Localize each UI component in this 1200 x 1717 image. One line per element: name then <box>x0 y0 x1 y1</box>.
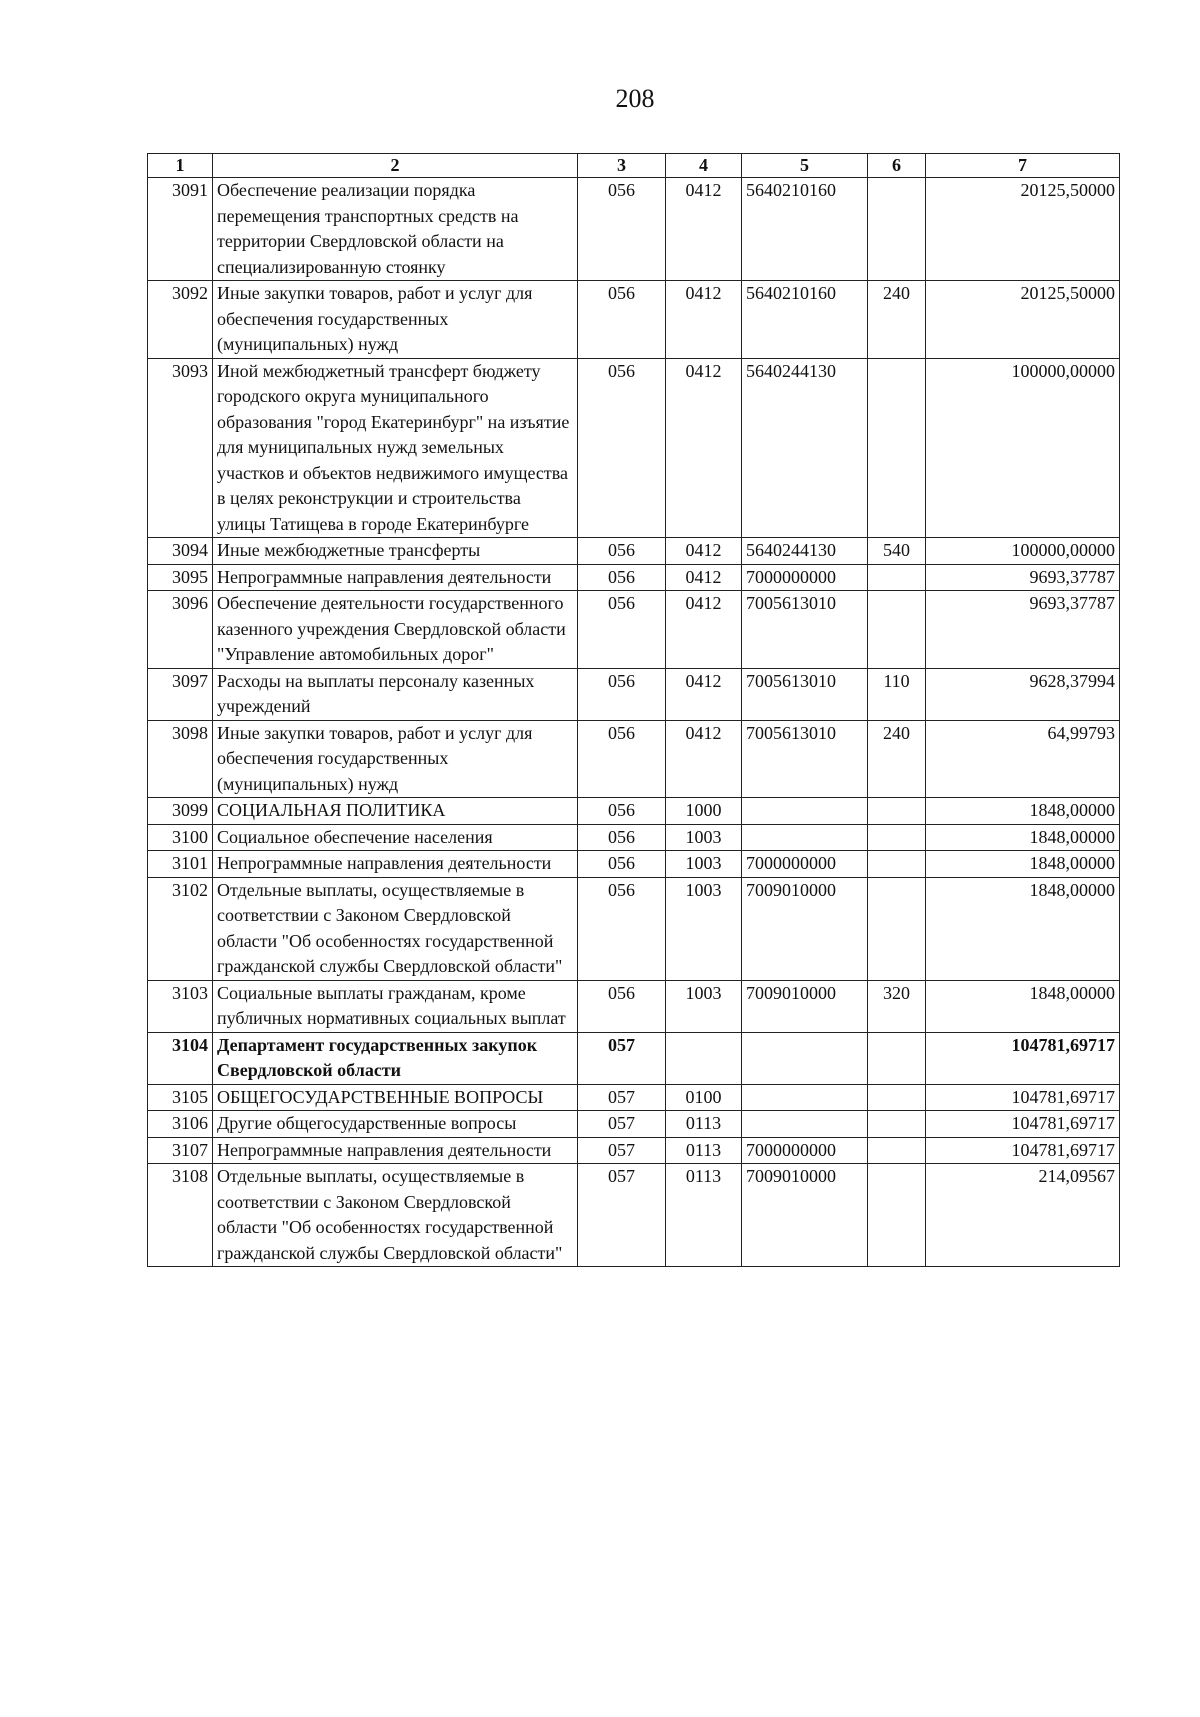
amount-cell: 1848,00000 <box>926 851 1120 878</box>
row-number-cell: 3093 <box>148 358 213 538</box>
expense-type-code-cell <box>868 1164 926 1267</box>
column-header: 7 <box>926 154 1120 178</box>
department-code-cell: 056 <box>578 798 666 825</box>
section-code-cell: 1003 <box>666 824 742 851</box>
budget-table <box>147 153 1120 1267</box>
amount-cell: 9693,37787 <box>926 591 1120 669</box>
department-code-cell: 056 <box>578 564 666 591</box>
header-row <box>148 154 1120 178</box>
item-name-cell: Непрограммные направления деятельности <box>213 564 578 591</box>
row-number-cell: 3102 <box>148 877 213 980</box>
table-row <box>148 798 1120 825</box>
table-row <box>148 980 1120 1032</box>
table-body <box>148 178 1120 1267</box>
target-item-code-cell <box>742 1111 868 1138</box>
expense-type-code-cell <box>868 1137 926 1164</box>
amount-cell: 104781,69717 <box>926 1111 1120 1138</box>
target-item-code-cell: 7000000000 <box>742 1137 868 1164</box>
department-code-cell: 057 <box>578 1164 666 1267</box>
expense-type-code-cell: 320 <box>868 980 926 1032</box>
department-code-cell: 056 <box>578 668 666 720</box>
amount-cell: 1848,00000 <box>926 877 1120 980</box>
item-name-cell: Расходы на выплаты персоналу казенных учреждений <box>213 668 578 720</box>
target-item-code-cell: 7005613010 <box>742 668 868 720</box>
item-name-cell: Иной межбюджетный трансферт бюджету городского округа муниципального образования "город Екатеринбург" на изъятие для муниципальных нужд земельных участков и объектов недвижимого имущества в целях реконструкции и строительства улицы Татищева в городе Екатеринбурге <box>213 358 578 538</box>
amount-cell: 20125,50000 <box>926 281 1120 359</box>
row-number-cell: 3092 <box>148 281 213 359</box>
section-code-cell: 0412 <box>666 591 742 669</box>
table-row <box>148 1084 1120 1111</box>
target-item-code-cell: 5640210160 <box>742 178 868 281</box>
expense-type-code-cell: 240 <box>868 720 926 798</box>
column-header: 6 <box>868 154 926 178</box>
section-code-cell: 1000 <box>666 798 742 825</box>
target-item-code-cell <box>742 1084 868 1111</box>
column-header: 2 <box>213 154 578 178</box>
department-code-cell: 057 <box>578 1084 666 1111</box>
table-row <box>148 178 1120 281</box>
target-item-code-cell: 5640244130 <box>742 358 868 538</box>
table-row <box>148 538 1120 565</box>
target-item-code-cell: 7005613010 <box>742 720 868 798</box>
department-code-cell: 056 <box>578 178 666 281</box>
row-number-cell: 3095 <box>148 564 213 591</box>
department-code-cell: 056 <box>578 281 666 359</box>
target-item-code-cell: 7000000000 <box>742 564 868 591</box>
table-row <box>148 668 1120 720</box>
amount-cell: 100000,00000 <box>926 538 1120 565</box>
table-row <box>148 877 1120 980</box>
table-row <box>148 281 1120 359</box>
amount-cell: 104781,69717 <box>926 1137 1120 1164</box>
section-code-cell <box>666 1032 742 1084</box>
row-number-cell: 3105 <box>148 1084 213 1111</box>
department-code-cell: 056 <box>578 538 666 565</box>
table-row <box>148 1164 1120 1267</box>
target-item-code-cell: 5640244130 <box>742 538 868 565</box>
row-number-cell: 3103 <box>148 980 213 1032</box>
department-code-cell: 057 <box>578 1137 666 1164</box>
item-name-cell: Отдельные выплаты, осуществляемые в соответствии с Законом Свердловской области "Об особенностях государственной гражданской службы Свердловской области" <box>213 877 578 980</box>
expense-type-code-cell <box>868 1111 926 1138</box>
table-row <box>148 1032 1120 1084</box>
target-item-code-cell: 7009010000 <box>742 980 868 1032</box>
section-code-cell: 1003 <box>666 877 742 980</box>
section-code-cell: 0412 <box>666 668 742 720</box>
page-number: 208 <box>615 84 655 113</box>
column-header: 1 <box>148 154 213 178</box>
expense-type-code-cell <box>868 591 926 669</box>
section-code-cell: 0412 <box>666 720 742 798</box>
table-row <box>148 591 1120 669</box>
item-name-cell: Непрограммные направления деятельности <box>213 851 578 878</box>
amount-cell: 1848,00000 <box>926 824 1120 851</box>
expense-type-code-cell <box>868 851 926 878</box>
row-number-cell: 3101 <box>148 851 213 878</box>
amount-cell: 1848,00000 <box>926 798 1120 825</box>
table-row <box>148 1111 1120 1138</box>
column-header: 3 <box>578 154 666 178</box>
amount-cell: 9628,37994 <box>926 668 1120 720</box>
department-code-cell: 056 <box>578 591 666 669</box>
target-item-code-cell: 7000000000 <box>742 851 868 878</box>
amount-cell: 104781,69717 <box>926 1084 1120 1111</box>
department-code-cell: 057 <box>578 1032 666 1084</box>
row-number-cell: 3098 <box>148 720 213 798</box>
department-code-cell: 056 <box>578 877 666 980</box>
department-code-cell: 056 <box>578 980 666 1032</box>
row-number-cell: 3107 <box>148 1137 213 1164</box>
table-row <box>148 720 1120 798</box>
section-code-cell: 1003 <box>666 980 742 1032</box>
item-name-cell: Иные закупки товаров, работ и услуг для обеспечения государственных (муниципальных) нужд <box>213 720 578 798</box>
item-name-cell: Обеспечение деятельности государственного казенного учреждения Свердловской области "Управление автомобильных дорог" <box>213 591 578 669</box>
section-code-cell: 0412 <box>666 564 742 591</box>
expense-type-code-cell <box>868 798 926 825</box>
department-code-cell: 056 <box>578 720 666 798</box>
row-number-cell: 3091 <box>148 178 213 281</box>
section-code-cell: 0412 <box>666 178 742 281</box>
expense-type-code-cell <box>868 1084 926 1111</box>
expense-type-code-cell: 540 <box>868 538 926 565</box>
table-row <box>148 851 1120 878</box>
target-item-code-cell: 7009010000 <box>742 1164 868 1267</box>
item-name-cell: Иные межбюджетные трансферты <box>213 538 578 565</box>
department-code-cell: 057 <box>578 1111 666 1138</box>
expense-type-code-cell <box>868 358 926 538</box>
section-code-cell: 0412 <box>666 538 742 565</box>
row-number-cell: 3100 <box>148 824 213 851</box>
target-item-code-cell <box>742 798 868 825</box>
amount-cell: 214,09567 <box>926 1164 1120 1267</box>
item-name-cell: Непрограммные направления деятельности <box>213 1137 578 1164</box>
expense-type-code-cell: 240 <box>868 281 926 359</box>
target-item-code-cell: 7009010000 <box>742 877 868 980</box>
expense-type-code-cell <box>868 178 926 281</box>
amount-cell: 100000,00000 <box>926 358 1120 538</box>
amount-cell: 20125,50000 <box>926 178 1120 281</box>
expense-type-code-cell: 110 <box>868 668 926 720</box>
item-name-cell: Другие общегосударственные вопросы <box>213 1111 578 1138</box>
item-name-cell: Обеспечение реализации порядка перемещения транспортных средств на территории Свердловской области на специализированную стоянку <box>213 178 578 281</box>
section-code-cell: 0100 <box>666 1084 742 1111</box>
table-row <box>148 358 1120 538</box>
department-code-cell: 056 <box>578 851 666 878</box>
section-code-cell: 0113 <box>666 1137 742 1164</box>
expense-type-code-cell <box>868 1032 926 1084</box>
target-item-code-cell <box>742 824 868 851</box>
table-row <box>148 564 1120 591</box>
section-code-cell: 0412 <box>666 281 742 359</box>
amount-cell: 9693,37787 <box>926 564 1120 591</box>
expense-type-code-cell <box>868 824 926 851</box>
column-header: 4 <box>666 154 742 178</box>
amount-cell: 1848,00000 <box>926 980 1120 1032</box>
row-number-cell: 3099 <box>148 798 213 825</box>
expense-type-code-cell <box>868 877 926 980</box>
target-item-code-cell: 5640210160 <box>742 281 868 359</box>
target-item-code-cell <box>742 1032 868 1084</box>
row-number-cell: 3104 <box>148 1032 213 1084</box>
section-code-cell: 0113 <box>666 1164 742 1267</box>
section-code-cell: 0113 <box>666 1111 742 1138</box>
item-name-cell: ОБЩЕГОСУДАРСТВЕННЫЕ ВОПРОСЫ <box>213 1084 578 1111</box>
section-code-cell: 1003 <box>666 851 742 878</box>
amount-cell: 104781,69717 <box>926 1032 1120 1084</box>
item-name-cell: СОЦИАЛЬНАЯ ПОЛИТИКА <box>213 798 578 825</box>
expense-type-code-cell <box>868 564 926 591</box>
section-code-cell: 0412 <box>666 358 742 538</box>
table-row <box>148 1137 1120 1164</box>
item-name-cell: Иные закупки товаров, работ и услуг для обеспечения государственных (муниципальных) нужд <box>213 281 578 359</box>
row-number-cell: 3106 <box>148 1111 213 1138</box>
department-code-cell: 056 <box>578 358 666 538</box>
amount-cell: 64,99793 <box>926 720 1120 798</box>
target-item-code-cell: 7005613010 <box>742 591 868 669</box>
table-row <box>148 824 1120 851</box>
item-name-cell: Социальное обеспечение населения <box>213 824 578 851</box>
row-number-cell: 3097 <box>148 668 213 720</box>
department-code-cell: 056 <box>578 824 666 851</box>
row-number-cell: 3094 <box>148 538 213 565</box>
item-name-cell: Социальные выплаты гражданам, кроме публичных нормативных социальных выплат <box>213 980 578 1032</box>
item-name-cell: Департамент государственных закупок Свердловской области <box>213 1032 578 1084</box>
row-number-cell: 3108 <box>148 1164 213 1267</box>
column-header: 5 <box>742 154 868 178</box>
item-name-cell: Отдельные выплаты, осуществляемые в соответствии с Законом Свердловской области "Об особенностях государственной гражданской службы Свердловской области" <box>213 1164 578 1267</box>
row-number-cell: 3096 <box>148 591 213 669</box>
